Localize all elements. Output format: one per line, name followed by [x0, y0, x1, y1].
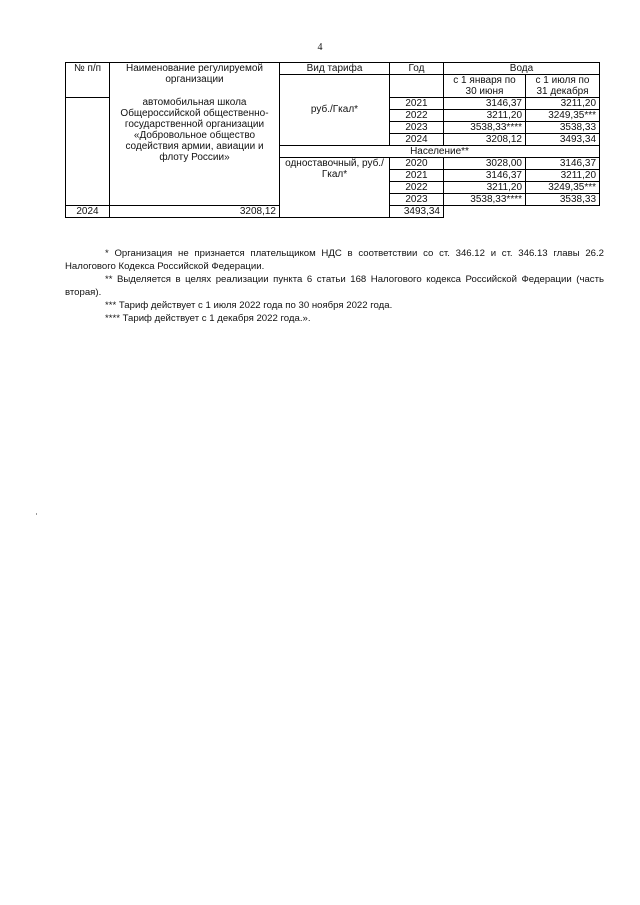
year-cell: 2022: [390, 182, 444, 194]
header-num: № п/п: [66, 63, 110, 98]
footnote: *** Тариф действует с 1 июля 2022 года по 30 ноября 2022 года.: [105, 300, 393, 311]
header-year: Год: [390, 63, 444, 75]
value-cell: 3493,34: [526, 134, 600, 146]
year-cell: 2024: [66, 206, 110, 218]
value-cell: 3493,34: [390, 206, 444, 218]
year-cell: 2021: [390, 170, 444, 182]
value-cell: 3028,00: [444, 158, 526, 170]
value-cell: 3538,33: [526, 122, 600, 134]
year-cell: 2020: [390, 158, 444, 170]
year-cell: 2023: [390, 194, 444, 206]
header-period1: с 1 января по 30 июня: [444, 75, 526, 98]
value-cell: 3208,12: [110, 206, 280, 218]
header-water: Вода: [444, 63, 600, 75]
year-cell: 2021: [390, 98, 444, 110]
year-cell: 2024: [390, 134, 444, 146]
value-cell: 3538,33: [526, 194, 600, 206]
tariff-table: [65, 62, 600, 218]
year-cell: 2022: [390, 110, 444, 122]
value-cell: 3211,20: [526, 170, 600, 182]
value-cell: 3211,20: [526, 98, 600, 110]
header-row: [66, 63, 600, 75]
header-period2: с 1 июля по 31 декабря: [526, 75, 600, 98]
organization-name-line2: «Добровольное общество содействия армии, авиации и флоту России»: [125, 130, 264, 163]
header-year-spacer: [390, 75, 444, 98]
footnote: ** Выделяется в целях реализации пункта 6 статьи 168 Налогового кодекса Российской Федерации (часть вторая).: [65, 274, 604, 298]
footnote: **** Тариф действует с 1 декабря 2022 года.».: [105, 313, 311, 324]
footnote: * Организация не признается плательщиком НДС в соответствии со ст. 346.12 и ст. 346.13 главы 26.2 Налогового Кодекса Российской Федерации.: [65, 248, 604, 272]
block1-tariff-type: руб./Гкал*: [280, 75, 390, 146]
header-tariff-type: Вид тарифа: [280, 63, 390, 75]
header-org: Наименование регулируемой организации: [126, 63, 263, 85]
num-cell: [66, 98, 110, 206]
value-cell: 3538,33****: [444, 194, 526, 206]
value-cell: 3146,37: [444, 170, 526, 182]
year-cell: 2023: [390, 122, 444, 134]
value-cell: 3211,20: [444, 110, 526, 122]
section-label: Население**: [280, 146, 600, 158]
organization-name-line1: автомобильная школа Общероссийской общественно-государственной организации: [120, 97, 269, 130]
organization-cell: [110, 63, 280, 206]
value-cell: 3146,37: [444, 98, 526, 110]
value-cell: 3249,35***: [526, 182, 600, 194]
block2-tariff-type: одноставочный, руб./Гкал*: [280, 158, 390, 218]
value-cell: 3208,12: [444, 134, 526, 146]
value-cell: 3538,33****: [444, 122, 526, 134]
value-cell: 3211,20: [444, 182, 526, 194]
value-cell: 3146,37: [526, 158, 600, 170]
value-cell: 3249,35***: [526, 110, 600, 122]
scan-speck: [36, 513, 37, 515]
footnotes: [65, 247, 604, 325]
page-number: 4: [317, 42, 323, 53]
